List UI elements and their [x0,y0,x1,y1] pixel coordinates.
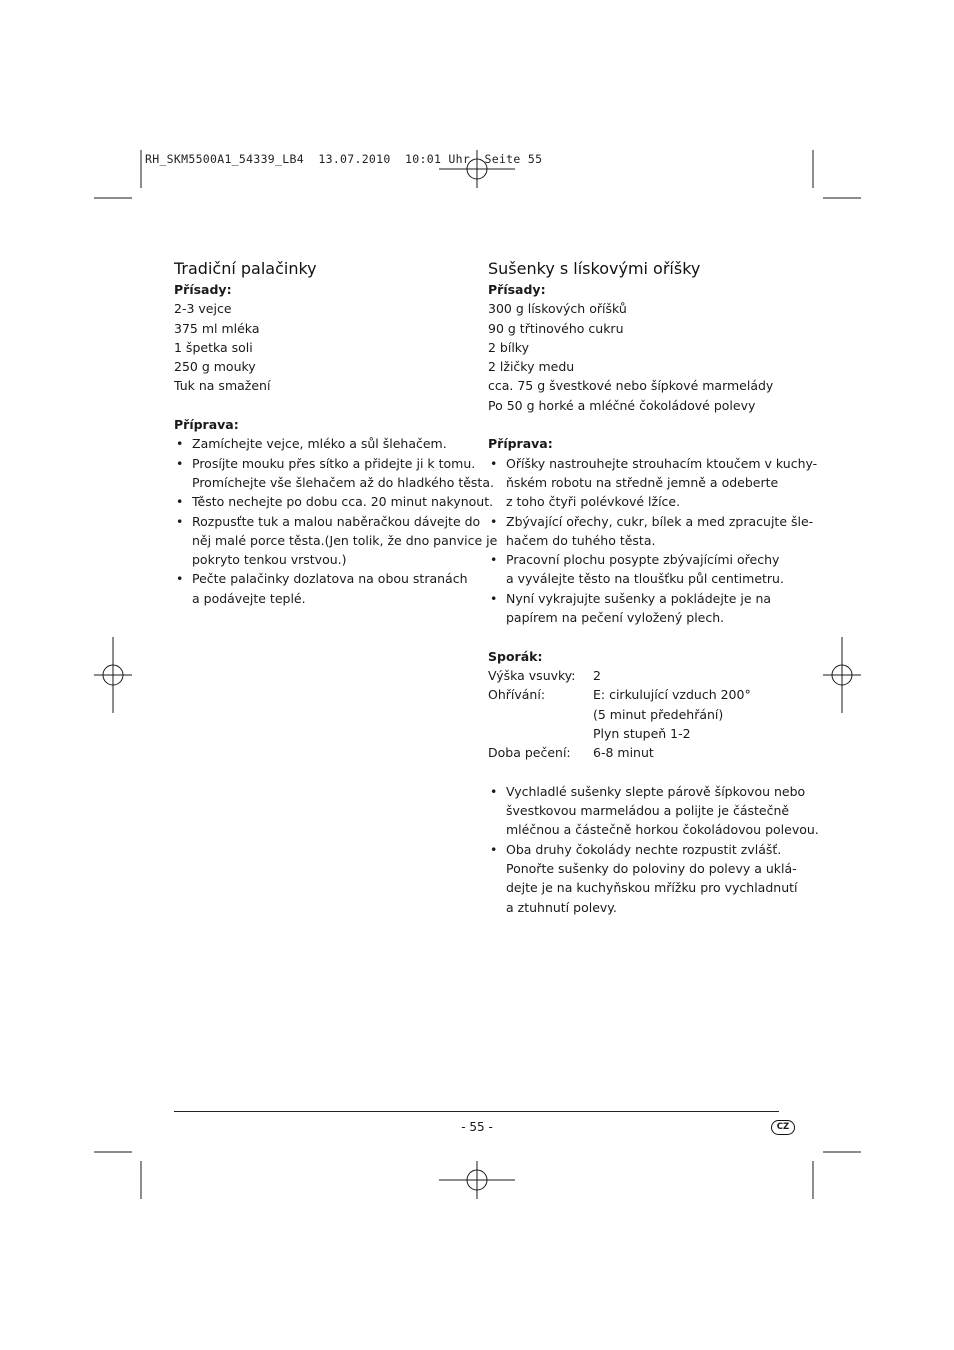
recipe-title: Tradiční palačinky [174,259,317,278]
step-line: • Vychladlé sušenky slepte párově šípkovou nebo [506,783,806,799]
step-line: mléčnou a částečně horkou čokoládovou polevou. [506,822,819,838]
registration-mark-right [823,637,861,713]
step-line: • Nyní vykrajujte sušenky a pokládejte je na [506,590,772,606]
ingredients-heading: Přísady: [488,282,546,297]
ingredient-item: 1 špetka soli [174,339,253,355]
ingredient-item: 300 g lískových oříšků [488,301,627,317]
oven-value: (5 minut předehřání) [593,706,724,722]
ingredient-item: Po 50 g horké a mléčné čokoládové polevy [488,397,756,413]
oven-value: 6-8 minut [593,745,654,761]
step-line: papírem na pečení vyložený plech. [506,610,725,626]
oven-key: Výška vsuvky: [488,667,576,683]
step-line: • Zbývající ořechy, cukr, bílek a med zpracujte šle- [506,513,814,529]
step-line: • Těsto nechejte po dobu cca. 20 minut nakynout. [192,494,494,510]
step-line: ňském robotu na středně jemně a odeberte [506,474,779,490]
ingredients-heading: Přísady: [174,282,232,297]
step-line: • Zamíchejte vejce, mléko a sůl šlehačem. [192,436,447,452]
preparation-heading: Příprava: [488,436,553,452]
step-line: z toho čtyři polévkové lžíce. [506,494,681,510]
step-line: • Prosíjte mouku přes sítko a přidejte ji k tomu. [192,455,476,471]
step-line: hačem do tuhého těsta. [506,532,656,548]
ingredient-item: 2 bílky [488,339,529,355]
step-line: švestkovou marmeládou a polijte je částečně [506,803,790,819]
ingredient-item: 375 ml mléka [174,320,260,336]
step-line: a podávejte teplé. [192,590,306,606]
oven-heading: Sporák: [488,648,543,664]
oven-key: Ohřívání: [488,687,546,703]
recipe-title: Sušenky s lískovými oříšky [488,259,701,278]
page-number: - 55 - [461,1120,493,1134]
preparation-heading: Příprava: [174,417,239,433]
ingredient-item: cca. 75 g švestkové nebo šípkové marmelády [488,378,774,394]
step-line: • Pečte palačinky dozlatova na obou stranách [192,571,468,587]
step-line: • Oříšky nastrouhejte strouhacím ktoučem v kuchy- [506,455,818,471]
registration-mark-top [439,150,515,188]
oven-key: Doba pečení: [488,745,571,761]
ingredient-item: 2 lžičky medu [488,359,575,375]
oven-value: E: cirkulující vzduch 200° [593,687,751,703]
step-line: dejte je na kuchyňskou mřížku pro vychladnutí [506,880,798,896]
oven-value: 2 [593,667,601,683]
step-line: • Oba druhy čokolády nechte rozpustit zvlášť. [506,841,782,857]
step-line: • Rozpusťte tuk a malou naběračkou dávejte do [192,513,481,529]
registration-mark-bottom [439,1161,515,1199]
registration-mark-left [94,637,132,713]
step-line: pokryto tenkou vrstvou.) [192,552,347,568]
step-line: a vyválejte těsto na tloušťku půl centimetru. [506,571,784,587]
ingredient-item: Tuk na smažení [174,378,271,394]
step-line: Ponořte sušenky do poloviny do polevy a uklá- [506,860,797,876]
ingredient-item: 2-3 vejce [174,301,232,317]
ingredient-item: 90 g třtinového cukru [488,320,624,336]
step-line: Promíchejte vše šlehačem až do hladkého těsta. [192,474,494,490]
ingredient-item: 250 g mouky [174,359,256,375]
oven-value: Plyn stupeň 1-2 [593,725,691,741]
step-line: a ztuhnutí polevy. [506,899,617,915]
step-line: • Pracovní plochu posypte zbývajícími ořechy [506,552,780,568]
print-slug: RH_SKM5500A1_54339_LB4 13.07.2010 10:01 Uhr Seite 55 [145,152,543,166]
step-line: něj malé porce těsta.(Jen tolik, že dno panvice je [192,532,498,548]
language-badge: CZ [771,1120,795,1135]
